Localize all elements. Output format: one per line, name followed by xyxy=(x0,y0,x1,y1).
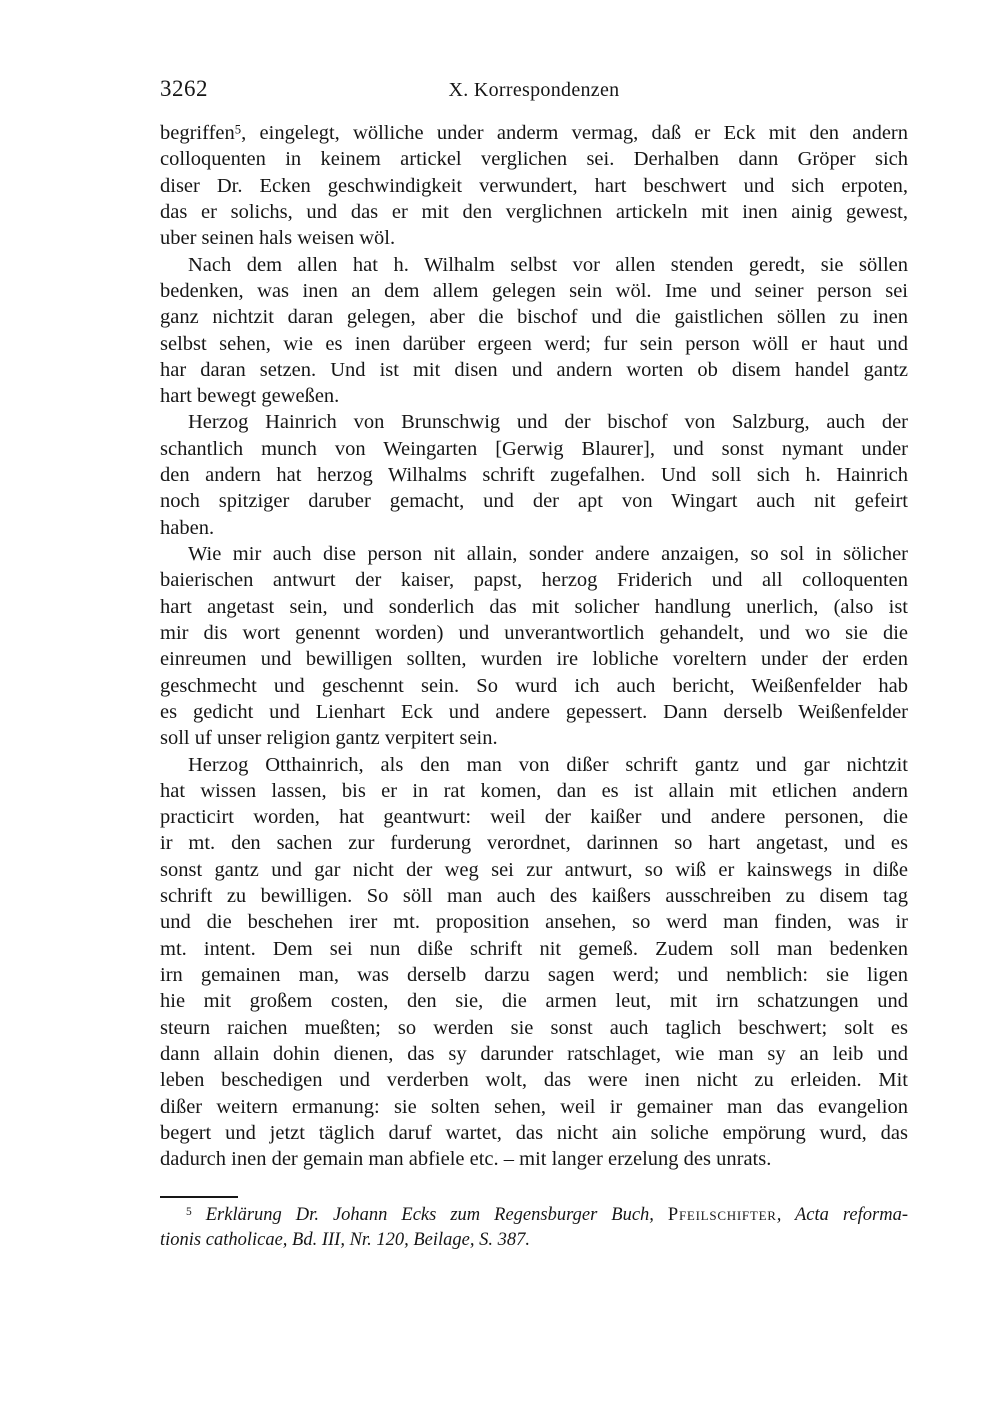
footnote-ref: 5 xyxy=(234,122,242,137)
text-line xyxy=(160,146,908,172)
page-number: 3262 xyxy=(160,76,208,101)
text-segment: begert und jetzt täglich daruf wartet, das nicht ain soliche empörung wurd, das xyxy=(160,1121,908,1144)
footnote-lines xyxy=(160,1203,908,1252)
text-line xyxy=(160,883,908,909)
text-segment: irn gemainen man, was derselb darzu sagen werd; und nemblich: sie ligen xyxy=(160,964,908,986)
text-segment: und die beschehen irer mt. proposition ansehen, so werd man finden, was ir xyxy=(160,911,908,934)
text-segment: geschmecht und geschennt sein. So wurd ich auch bericht, Weißenfelder hab xyxy=(160,674,908,697)
text-line xyxy=(160,409,908,435)
text-segment: uber seinen hals weisen wöl. xyxy=(160,227,396,250)
text-line xyxy=(160,462,908,488)
text-line xyxy=(160,1094,908,1120)
text-segment: , eingelegt, wölliche under anderm vermag, daß er Eck mit den andern xyxy=(241,122,908,144)
text-line xyxy=(160,304,908,330)
footnote-rule xyxy=(160,1196,238,1198)
text-line xyxy=(160,567,908,593)
text-line xyxy=(160,436,908,462)
text-segment: bedenken, was inen an dem allem gelegen sein wöl. Ime und seiner person sei xyxy=(160,279,908,302)
text-segment: Wie mir auch dise person nit allain, sonder andere anzaigen, so sol in sölicher xyxy=(188,543,908,565)
paragraph xyxy=(160,541,908,752)
running-header: X. Korrespondenzen xyxy=(448,79,620,101)
text-line xyxy=(160,699,908,725)
text-segment: begriffen xyxy=(160,122,235,144)
text-line xyxy=(160,488,908,514)
text-segment: hie mit großem costen, den sie, die armen leut, mit irn schatzungen und xyxy=(160,990,908,1013)
text-line xyxy=(160,173,908,199)
paragraph xyxy=(160,409,908,541)
text-line xyxy=(160,857,908,883)
text-line xyxy=(160,1015,908,1041)
text-segment: hart bewegt geweßen. xyxy=(160,385,340,408)
text-line xyxy=(160,620,908,646)
text-segment: , Acta reforma- xyxy=(776,1205,908,1225)
text-segment: das er solichs, und das er mit den verglichnen artickeln mit inen ainig gewest, xyxy=(160,200,908,223)
text-line xyxy=(160,909,908,935)
text-segment: selbst sehen, wie es inen darüber ergeen werd; fur sein person wöll er haut und xyxy=(160,332,908,355)
text-segment: Pfeilschifter xyxy=(667,1205,777,1225)
text-segment: ir mt. den sachen zur furderung verordnet, darinnen so hart angetast, und es xyxy=(160,832,908,855)
text-line xyxy=(160,830,908,856)
text-segment: sonst gantz und gar nicht der weg sei zur antwurt, so wiß er kainswegs in diße xyxy=(160,858,908,881)
text-line xyxy=(160,988,908,1014)
text-segment: Herzog Otthainrich, als den man von dißer schrift gantz und gar nichtzit xyxy=(188,753,908,776)
text-line xyxy=(160,199,908,225)
text-segment: noch spitziger daruber gemacht, und der apt von Wingart auch nit gefeirt xyxy=(160,490,908,513)
text-segment: baierischen antwurt der kaiser, papst, herzog Friderich und all colloquenten xyxy=(160,569,908,592)
text-segment: leben beschedigen und verderben wolt, das were inen nicht zu erleiden. Mit xyxy=(160,1069,908,1092)
text-segment: mir dis wort genennt worden) und unverantwortlich gehandelt, und wo sie die xyxy=(160,621,908,644)
text-segment: ganz nichtzit daran gelegen, aber die bischof und die gaistlichen söllen zu inen xyxy=(160,306,908,329)
text-segment: har daran setzen. Und ist mit disen und andern worten ob disem handel gantz xyxy=(160,358,908,381)
text-segment: Erklärung Dr. Johann Ecks zum Regensburger Buch, xyxy=(191,1205,668,1225)
text-line xyxy=(160,1041,908,1067)
text-line xyxy=(160,357,908,383)
footnote-line xyxy=(160,1228,908,1253)
text-segment: soll uf unser religion gantz verpitert sein. xyxy=(160,727,498,750)
text-segment: den andern hat herzog Wilhalms schrift zugefalhen. Und soll sich h. Hainrich xyxy=(160,464,908,487)
text-segment: dann allain dohin dienen, das sy darunder ratschlaget, wie man sy an leib und xyxy=(160,1042,908,1065)
text-line xyxy=(160,673,908,699)
text-line xyxy=(160,1067,908,1093)
page-header xyxy=(160,76,908,106)
text-line xyxy=(160,252,908,278)
footnote-ref: 5 xyxy=(186,1205,192,1218)
text-line xyxy=(160,120,908,146)
text-segment: dißer weitern ermanung: sie solten sehen, weil ir gemainer man das evangelion xyxy=(160,1095,908,1118)
text-line xyxy=(160,646,908,672)
text-segment: practicirt worden, hat geantwurt: weil der kaißer und andere personen, die xyxy=(160,806,908,829)
text-segment: dadurch inen der gemain man abfiele etc. – mit langer erzelung des unrats. xyxy=(160,1148,772,1171)
footnote xyxy=(160,1196,908,1252)
text-segment: einreumen und bewilligen sollten, wurden ire lobliche voreltern under der erden xyxy=(160,648,908,671)
paragraph xyxy=(160,252,908,410)
body-text xyxy=(160,120,908,1173)
text-line xyxy=(160,1120,908,1146)
text-line xyxy=(160,725,908,751)
text-line xyxy=(160,778,908,804)
text-segment: tionis catholicae, Bd. III, Nr. 120, Beilage, S. 387. xyxy=(160,1229,530,1250)
text-segment: Nach dem allen hat h. Wilhalm selbst vor allen stenden geredt, sie söllen xyxy=(188,253,908,276)
text-segment: mt. intent. Dem sei nun diße schrift nit gemeß. Zudem soll man bedenken xyxy=(160,937,908,960)
text-segment: haben. xyxy=(160,516,215,539)
text-segment: es gedicht und Lienhart Eck und andere gepessert. Dann derselb Weißenfelder xyxy=(160,700,908,723)
text-line xyxy=(160,541,908,567)
text-line xyxy=(160,383,908,409)
text-line xyxy=(160,515,908,541)
text-line xyxy=(160,225,908,251)
text-segment: steurn raichen mueßten; so werden sie sonst auch taglich beschwert; solt es xyxy=(160,1016,908,1039)
text-line xyxy=(160,278,908,304)
text-line xyxy=(160,331,908,357)
text-line xyxy=(160,936,908,962)
text-line xyxy=(160,752,908,778)
text-line xyxy=(160,1146,908,1172)
text-segment: schantlich munch von Weingarten [Gerwig Blaurer], und sonst nymant under xyxy=(160,437,908,460)
text-segment: hart angetast sein, und sonderlich das mit solicher handlung unerlich, (also ist xyxy=(160,595,908,618)
text-line xyxy=(160,804,908,830)
text-segment: schrift zu bewilligen. So söll man auch des kaißers ausschreiben zu disem tag xyxy=(160,885,908,908)
paragraph xyxy=(160,120,908,252)
text-segment: Herzog Hainrich von Brunschwig und der bischof von Salzburg, auch der xyxy=(188,411,908,434)
text-segment: colloquenten in keinem artickel verglichen sei. Derhalben dann Gröper sich xyxy=(160,148,908,171)
footnote-line xyxy=(160,1203,908,1228)
text-segment: diser Dr. Ecken geschwindigkeit verwundert, hart beschwert und sich erpoten, xyxy=(160,174,908,197)
text-line xyxy=(160,594,908,620)
paragraph xyxy=(160,752,908,1173)
text-segment: hat wissen lassen, bis er in rat komen, dan es ist allain mit etlichen andern xyxy=(160,779,908,802)
text-line xyxy=(160,962,908,988)
